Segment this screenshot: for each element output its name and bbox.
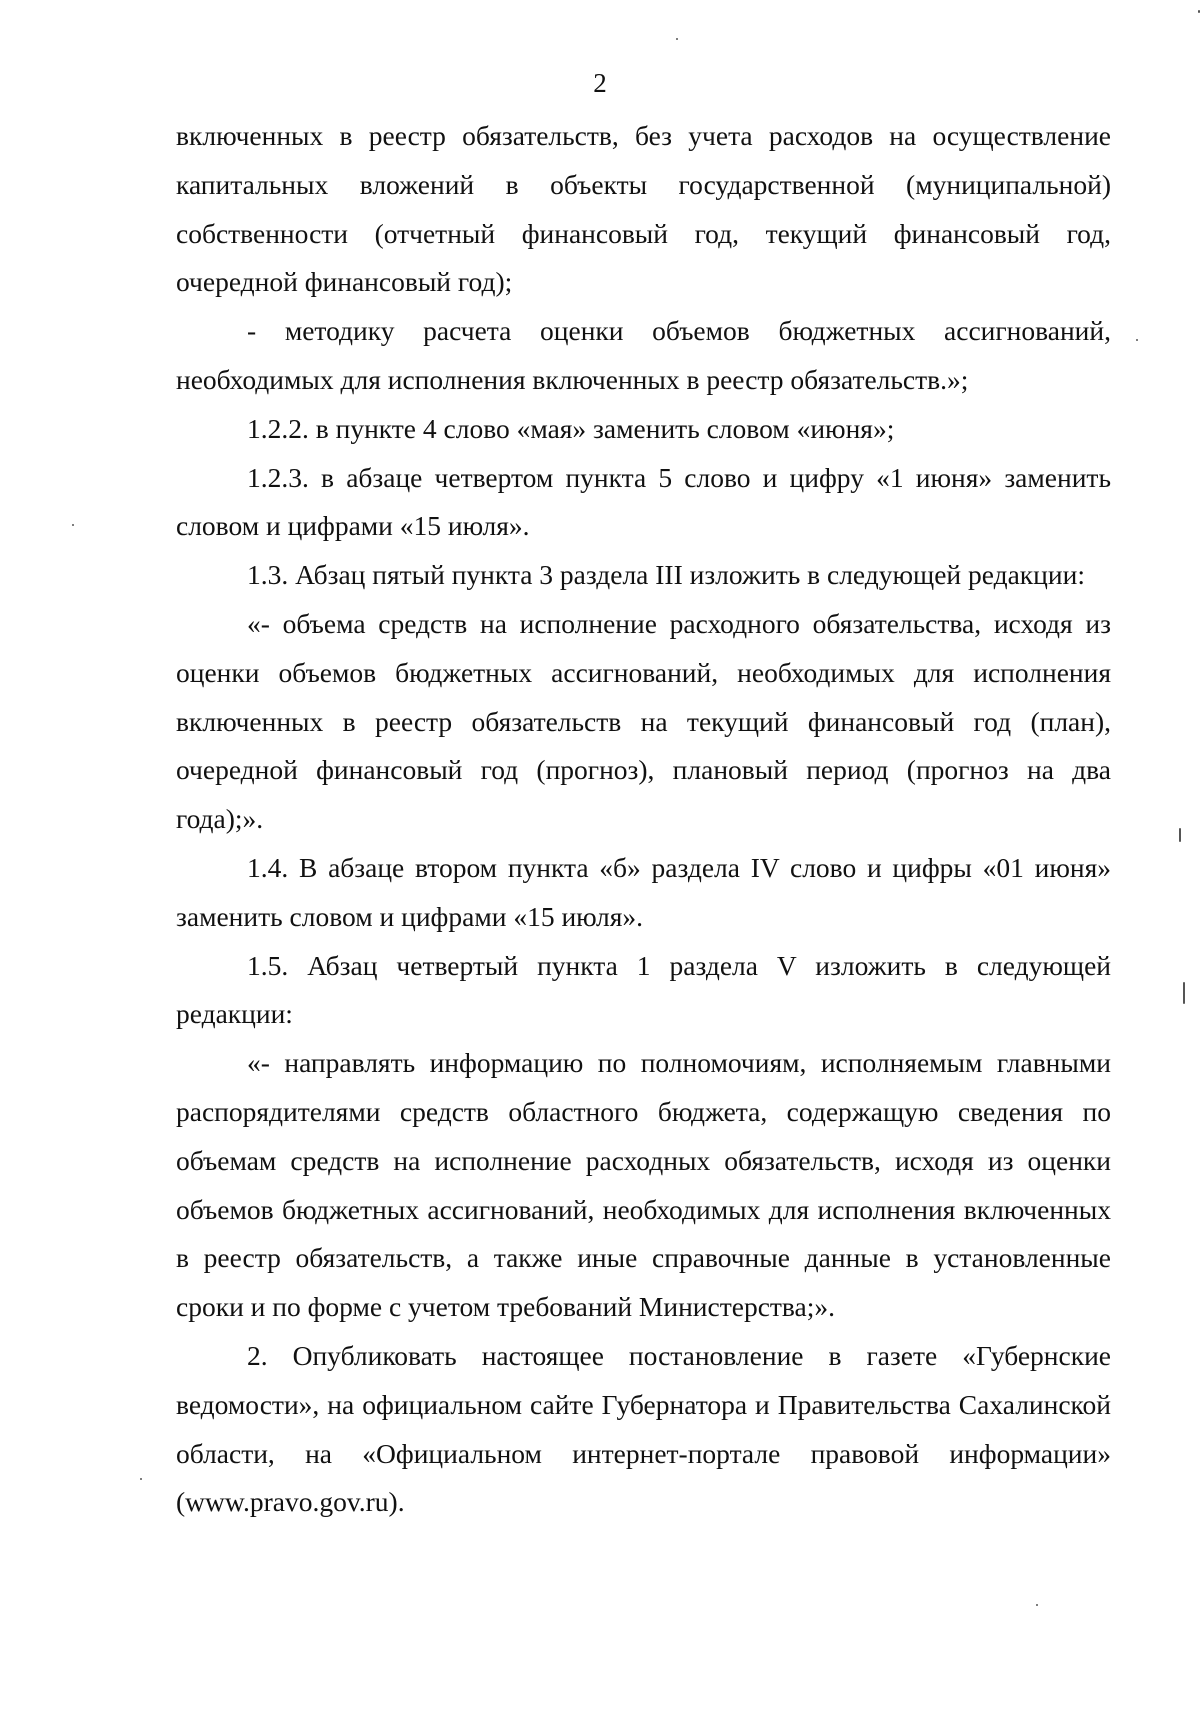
scan-speck [1036, 1604, 1038, 1606]
paragraph-1-5: 1.5. Абзац четвертый пункта 1 раздела V изложить в следующей редакции: [176, 949, 1111, 1030]
paragraph-1-3-quote: «- объема средств на исполнение расходного обязательства, исходя из оценки объемов бюджетных ассигнований, необходимых для исполнения включенных в реестр обязательств на текущий финансовый год (план), очередной финансовый год (прогноз), плановый период (прогноз на два года);». [176, 607, 1111, 835]
paragraph-continuation: включенных в реестр обязательств, без учета расходов на осуществление капитальных вложений в объекты государственной (муниципальной) собственности (отчетный финансовый год, текущий финансовый год, очередной финансовый год); [176, 120, 1111, 298]
document-body [176, 112, 1111, 1527]
paragraph-2-publication: 2. Опубликовать настоящее постановление в газете «Губернские ведомости», на официальном сайте Губернатора и Правительства Сахалинской области, на «Официальном интернет-портале правовой информации» (www.pravo.gov.ru). [176, 1339, 1111, 1518]
paragraph-methodology: - методику расчета оценки объемов бюджетных ассигнований, необходимых для исполнения включенных в реестр обязательств.»; [176, 315, 1111, 395]
scan-speck [140, 1478, 142, 1480]
paragraph-1-2-3: 1.2.3. в абзаце четвертом пункта 5 слово и цифру «1 июня» заменить словом и цифрами «15 июля». [176, 461, 1111, 542]
paragraph-1-2-2: 1.2.2. в пункте 4 слово «мая» заменить словом «июня»; [247, 412, 895, 444]
scan-speck [1179, 828, 1181, 842]
scan-speck [1136, 339, 1138, 341]
scan-speck [72, 524, 74, 526]
scan-speck [1183, 982, 1185, 1004]
page-number: 2 [593, 68, 607, 98]
paragraph-1-5-quote: «- направлять информацию по полномочиям, исполняемым главными распорядителями средств областного бюджета, содержащую сведения по объемам средств на исполнение расходных обязательств, исходя из оценки объемов бюджетных ассигнований, необходимых для исполнения включенных в реестр обязательств, а также иные справочные данные в установленные сроки и по форме с учетом требований Министерства;». [176, 1047, 1111, 1323]
paragraph-1-4: 1.4. В абзаце втором пункта «б» раздела IV слово и цифры «01 июня» заменить словом и цифрами «15 июля». [176, 851, 1111, 932]
paragraph-1-3: 1.3. Абзац пятый пункта 3 раздела III изложить в следующей редакции: [247, 559, 1085, 591]
scan-speck [676, 38, 678, 40]
